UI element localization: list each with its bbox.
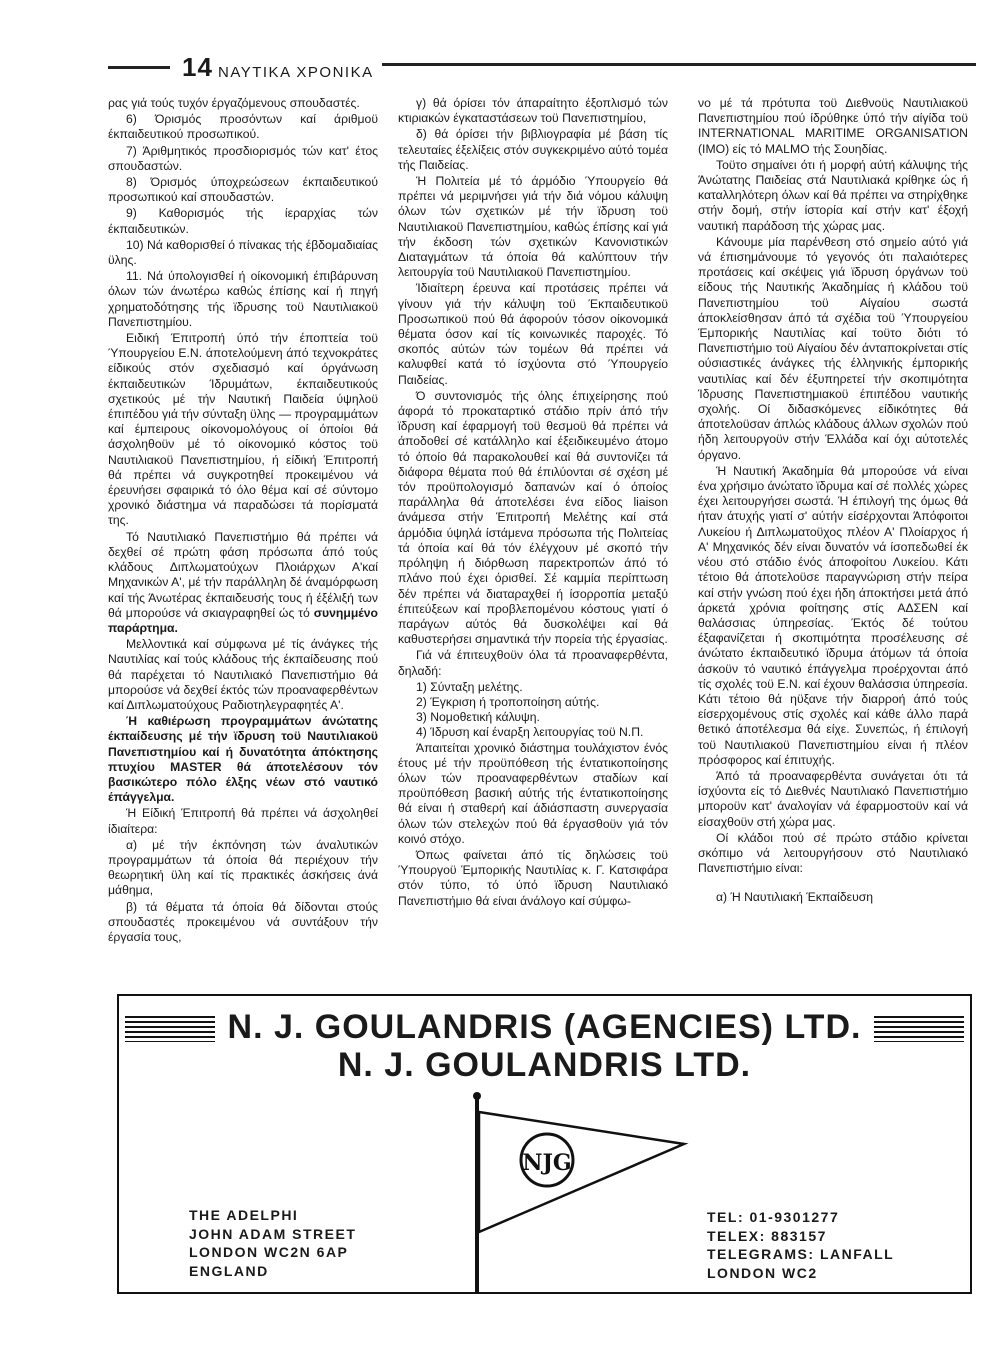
paragraph: Άπό τά προαναφερθέντα συνάγεται ότι τά ίσχύοντα είς τό Διεθνές Ναυτιλιακό Πανεπιστήμιο μποροϋν κατ' άναλογίαν νά έφαρμοστοϋν καί νά είσαχθοϋν στή χώρα μας. [698,768,968,829]
address-line: LONDON WC2N 6AP [189,1244,349,1260]
paragraph: Ό συντονισμός τής όλης έπιχείρησης πού άφορά τό προκαταρτικό στάδιο πρίν άπό τήν ϊδρυση καί έφαρμογή τοϋ θεσμοϋ θά πρέπει νά άποδοθεί σέ κατάλληλο καί έξειδικευμένο άτομο τό όποίο θά παρακολουθεί καί θά συντονίζει τά διάφορα θέματα πού θά έπιλύονται σέ σχέση μέ τόν προϋπολογισμό δαπανών καί ό όποίος παράλληλα θά άποτελέσει ένα είδος liaison άνάμεσα στήν Έπιτροπή Μελέτης καί στά άρμόδια ύψηλά ίστάμενα πρόσωπα τής Πολιτείας τά όποία καί θά τόν έλέγχουν μέ σκοπό τήν πρόληψη ή διόρθωση παρεκτροπών άπό τό πλάνο πού έχει όρισθεί. Σέ καμμία περίπτωση δέν πρέπει νά διαταραχθεί ή ίσορροπία μεταξύ έπιτεύξεων καί προβλεπομένου κόστους γιατί ό παράγων αύτός θά δυσκολέψει καί θά καθυστερήσει σημαντικά τήν πορεία τής έργασίας. [398,388,668,647]
company-name-agencies: N. J. GOULANDRIS (AGENCIES) LTD. [227,1008,862,1046]
paragraph: Όπως φαίνεται άπό τίς δηλώσεις τοϋ Ύπουργοϋ Έμπορικής Ναυτιλίας κ. Γ. Κατσιφάρα στόν τύπο, τό ύπό ϊδρυση Ναυτιλιακό Πανεπιστήμιο θά είναι άνάλογο καί σύμφω- [398,847,668,908]
emphasis-text: συνημμένο παράρτημα. [108,605,378,635]
pennant-flag-logo [459,1092,689,1292]
pennant-flag [479,1112,684,1232]
list-item: 4) Ίδρυση καί έναρξη λειτουργίας τοϋ Ν.Π. [416,725,644,740]
paragraph: 7) Άριθμητικός προσδιορισμός τών κατ' έτος σπουδαστών. [108,143,378,173]
address-block [189,1206,356,1280]
page-number: 14 [182,52,213,82]
paragraph: β) τά θέματα τά όποία θά δίδονται στούς σπουδαστές προκειμένου νά συντάξουν τήν έργασία τους, [108,899,378,944]
paragraph: Γιά νά έπιτευχθοϋν όλα τά προαναφερθέντα, δηλαδή: [398,648,668,678]
telegrams: TELEGRAMS: LANFALL [707,1246,895,1262]
paragraph-text: Τό Ναυτιλιακό Πανεπιστήμιο θά πρέπει νά δεχθεί σέ πρώτη φάση πρόσωπα άπό τούς κλάδους Διπλωματούχων Πλοιάρχων Α'καί Μηχανικών Α', μέ τήν παράλληλη δέ άναμόρφωση καί τής Άνωτέρας έκπαιδευσής τους ή έξέλιξή των θά μπορούσε νά σκιαγραφηθεί ώς τό [108,529,378,620]
paragraph [108,530,378,636]
paragraph: Ή Είδική Έπιτροπή θά πρέπει νά άσχοληθεί ίδιαίτερα: [108,806,378,836]
paragraph: 9) Καθορισμός τής ίεραρχίας τών έκπαιδευτικών. [108,206,378,236]
contact-city: LONDON WC2 [707,1264,818,1281]
paragraph: δ) θά όρίσει τήν βιβλιογραφία μέ βάση τίς τελευταίες έξελίξεις στόν συγκεκριμένο αύτό τομέα τής Παιδείας. [398,127,668,172]
list-item: 2) Έγκριση ή τροποποίηση αύτής. [416,694,600,709]
paragraph: Τοϋτο σημαίνει ότι ή μορφή αύτή κάλυψης τής Άνώτατης Παιδείας στά Ναυτιλιακά κρίθηκε ώς ή καταλληλότερη όλων καί θά πρέπει να στηρίχθηκε στήν δομή, στήν ίστορία καί στήν κατ' έξοχή ναυτική παράδοση τής χώρας μας. [698,157,968,233]
paragraph: Ίδιαίτερη έρευνα καί προτάσεις πρέπει νά γίνουν γιά τήν κάλυψη τοϋ Έκπαιδευτικοϋ Προσωπικοϋ πού θά άφορούν τόσον οίκονομικά θέματα όσον καί τίς κοινωνικές παροχές. Τό σκοπός αύτών τών τομέων θά πρέπει νά καλυφθεί κατά τό ίσχύοντα στό Ύπουργείο Παιδείας. [398,281,668,387]
header-rule-right [382,63,976,66]
paragraph: 8) Όρισμός ύποχρεώσεων έκπαιδευτικού προσωπικού καί σπουδαστών. [108,175,378,205]
article-column-1 [108,96,378,946]
paragraph: Ή Ναυτική Άκαδημία θά μπορούσε νά είναι ένα χρήσιμο άνώτατο ϊδρυμα καί σέ πολλές χώρες έχει λειτουργήσει σωστά. Ή έπιλογή της όμως θά ήταν άτυχής γιατί σ' αύτήν είσέρχονται Άπόφοιτοι Λυκείου ή Διπλωματοϋχος πλέον Α' Πλοίαρχος ή Α' Μηχανικός δέν είναι δυνατόν νά ίσοπεδωθεί έκ νέου στό στάδιο ένός άποφοίτου Λυκείου. Κάτι τέτοιο θά άποτελοϋσε παραγνώριση στήν πείρα καί στήν γνώση πού έχει ήδη άποκτήσει μετά άπό άρκετά χρόνια φοίτησης στίς ΑΔΣΕΝ καί θαλάσσιας ύπηρεσίας. Έκτός δέ τούτου έξαφανίζεται ή σκοπιμότητα προσέλευσης σέ άνώτατο έκπαιδευτικό ϊδρυμα άτόμων τά όποία άσκοϋν τό ναυτικό έπάγγελμα προέρχονται άπό τίς σχολές τοϋ Ε.Ν. καί έχουν θαλάσσια ύπηρεσία. Κάτι τέτοιο θά ηϋξανε τήν διαρροή άπό τούς είσερχομένους στίς σχολές καί κάθε άλλο παρά θετικό άποτέλεσμα θά είχε. Συνεπώς, ή έπιλογή τοϋ Ναυτιλιακοϋ Πανεπιστημίου είναι ή πλέον πρόσφορος καί έπιτυχής. [698,463,968,767]
paragraph: 10) Νά καθορισθεί ό πίνακας τής έβδομαδιαίας ϋλης. [108,237,379,268]
bold-paragraph: Ή καθιέρωση προγραμμάτων άνώτατης έκπαίδευσης μέ τήν ϊδρυση τοϋ Ναυτιλιακοϋ Πανεπιστημίου καί ή δυνατότητα άπόκτησης πτυχίου MASTER θά άποτελέσουν τόν βασικώτερο πόλο έλξης νέων στό ναυτικό έπάγγελμα. [108,714,378,805]
telex: TELEX: 883157 [707,1227,827,1244]
list-item: 3) Νομοθετική κάλυψη. [416,710,540,725]
paragraph: α) μέ τήν έκπόνηση τών άναλυτικών προγραμμάτων τά όποία θά περιέχουν τήν θεωρητική ϋλη καί τίς πρακτικές άσκήσεις άνά μάθημα, [108,837,378,898]
paragraph: Οί κλάδοι πού σέ πρώτο στάδιο κρίνεται σκόπιμο νά λειτουργήσουν στό Ναυτιλιακό Πανεπιστήμιο είναι: [698,830,968,876]
flag-pole-finial [473,1092,481,1100]
paragraph: 11. Νά ύπολογισθεί ή οίκονομική έπιβάρυνση όλων τών άνωτέρω καθώς έπίσης καί ή πηγή χρηματοδότησης τής ϊδρυσης τοϋ Ναυτιλιακοϋ Πανεπιστημίου. [108,269,378,329]
article-column-3 [698,96,968,907]
contact-block [707,1208,894,1282]
steps-list [398,680,668,741]
paragraph: Ή Πολιτεία μέ τό άρμόδιο Ύπουργείο θά πρέπει νά μεριμνήσει γιά τήν διά νόμου κάλυψη όλων τών σχετικών μέ τήν ϊδρυση τοϋ Ναυτιλιακοϋ Πανεπιστημίου, καθώς έπίσης καί γιά τήν έκδοση τών σχετικών Κανονιστικών Διαταγμάτων τά όποία θά καλύπτουν τήν λειτουργία τοϋ Ναυτιλιακοϋ Πανεπιστημίου. [398,174,668,280]
paragraph: Άπαιτείται χρονικό διάστημα τουλάχιστον ένός έτους μέ τήν προϋπόθεση τής έντατικοποίησης όλων τών προαναφερθέντων σταδίων καί προϋπόθεση βασική αύτής τής έντατικοποίησης θά είναι ή σταθερή καί άδιάσπαστη συνεργασία όλων τών στελεχών πού θά έργασθοϋν γιά τόν κοινό στόχο. [398,740,668,846]
paragraph: Ειδική Έπιτροπή ύπό τήν έποπτεία τοϋ Ύπουργείου Ε.Ν. άποτελούμενη άπό τεχνοκράτες είδικούς στόν σχεδιασμό καί όργάνωση έκπαιδευτικών Ίδρυμάτων, έκπαιδευτικούς σχετικούς μέ τήν Ναυτική Παιδεία ύψηλοϋ έπιπέδου γιά τήν σύνταξη ϋλης — προγραμμάτων καί έμπειρους οίκονομολόγους οί όποίοι θά άσχοληθοϋν μέ τό οίκονομικό κόστος τοϋ Ναυτιλιακοϋ Πανεπιστημίου, ή είδική Έπιτροπή θά πρέπει νά συγκροτηθεί προκειμένου νά έρευνήσει σφαιρικά τό όλο θέμα καί σέ σύντομο χρονικό διάστημα νά παραδώσει τά πορίσματά της. [108,331,378,528]
address-line: JOHN ADAM STREET [189,1225,357,1242]
paragraph: Μελλοντικά καί σύμφωνα μέ τίς άνάγκες τής Ναυτιλίας καί τούς κλάδους τής έκπαίδευσης πού θά παρέχεται τό Ναυτιλιακό Πανεπιστήμιο θά μπορούσε νά δεχθεί έκτός τών προαναφερθέντων καί Διπλωματούχους Ραδιοτηλεγραφητές Α'. [108,637,378,712]
header-rule-left [108,66,170,69]
paragraph: γ) θά όρίσει τόν άπαραίτητο έξοπλισμό τών κτιριακών έγκαταστάσεων τοϋ Πανεπιστημίου, [398,96,668,126]
paragraph: ρας γιά τούς τυχόν έργαζόμενους σπουδαστές. [108,96,360,110]
advertisement-box [117,994,972,1294]
address-line: ENGLAND [189,1262,269,1279]
paragraph: νο μέ τά πρότυπα τοϋ Διεθνοϋς Ναυτιλιακοϋ Πανεπιστημίου πού ίδρύθηκε ύπό τήν αίγίδα τοϋ INTERNATIONAL MARITIME ORGANISATION (IMO) είς τό MALMO τής Σουηδίας. [698,96,968,156]
list-item: 1) Σύνταξη μελέτης. [416,679,523,694]
telephone: TEL: 01-9301277 [707,1209,840,1225]
company-name-ltd: N. J. GOULANDRIS LTD. [337,1046,752,1084]
publication-title: ΝΑΥΤΙΚΑ ΧΡΟΝΙΚΑ [218,64,374,81]
paragraph: 6) Όρισμός προσόντων καί άριθμοϋ έκπαιδευτικού προσωπικού. [108,112,378,142]
article-column-2 [398,96,668,910]
logo-monogram: NJG [522,1150,572,1176]
paragraph: α) Ή Ναυτιλιακή Έκπαίδευση [716,890,874,905]
address-line: THE ADELPHI [189,1207,299,1223]
paragraph: Κάνουμε μία παρένθεση στό σημείο αύτό γιά νά έπισημάνουμε τό γεγονός ότι παλαιότερες προτάσεις καί σκέψεις γιά ϊδρυση όργάνων τοϋ είδους τής Ναυτικής Άκαδημίας ή κλάδου τοϋ Πανεπιστημίου τοϋ Αίγαίου σωστά άποκλείσθησαν άπό τά σχέδια τοϋ Ύπουργείου Έμπορικής Ναυτιλίας καί τοϋτο διότι τό Πανεπιστήμιο τοϋ Αίγαίου δέν άνταποκρίνεται στίς ούσιαστικές άνάγκες τής έλληνικής έμπορικής ναυτιλίας καί δέν έξυπηρετεί τήν σκοπιμότητα Ίδρυσης Πανεπιστημιακοϋ έπιπέδου ναυτικής σχολής. Οί διδασκόμενες είδικότητες θά άποτελοϋσαν άπλώς κλάδους άλλων σχολών πού ήδη λειτουργοϋν στήν Έλλάδα καί όχι αύτοτελές όργανο. [698,234,968,462]
